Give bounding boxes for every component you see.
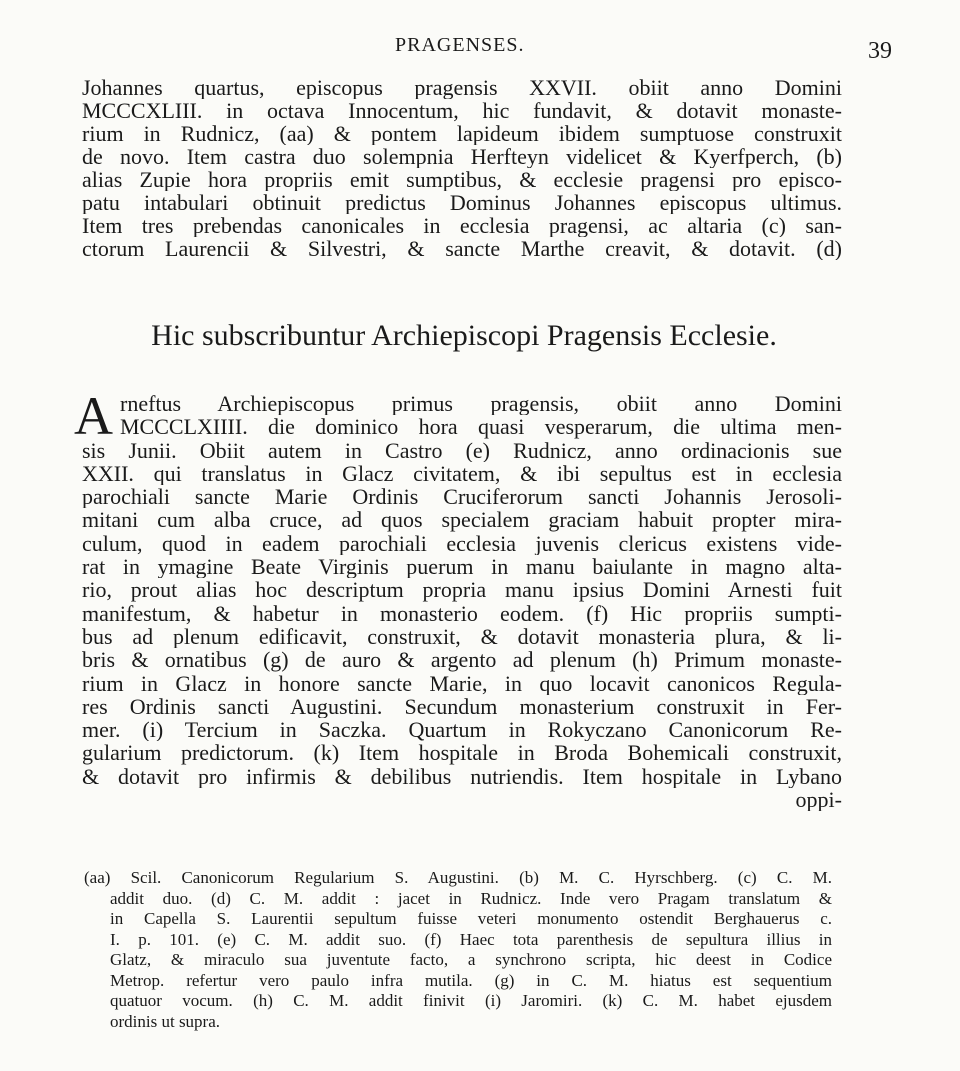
text-line: sis Junii. Obiit autem in Castro (e) Rudnicz, anno ordinacionis sue [82,438,842,462]
text-line: parochiali sancte Marie Ordinis Cruciferorum sancti Johannis Jerosoli- [82,485,842,509]
text-line: Johannes quartus, episcopus pragensis XXVII. obiit anno Domini [82,76,842,99]
text-line: Item tres prebendas canonicales in ecclesia pragensi, ac altaria (c) san- [82,214,842,237]
text-line: XXII. qui translatus in Glacz civitatem, & ibi sepultus est in ecclesia [82,461,842,486]
text-line: culum, quod in eadem parochiali ecclesia juvenis clericus existens vide- [82,531,842,556]
text-line: rat in ymagine Beate Virginis puerum in manu baiulante in magno alta- [82,555,842,579]
body-paragraph [82,392,842,811]
text-line: MCCCLXIIII. die dominico hora quasi vesperarum, die ultima men- [120,415,842,439]
text-line: rneftus Archiepiscopus primus pragensis, obiit anno Domini [120,392,842,416]
text-line: gularium predictorum. (k) Item hospitale in Broda Bohemicali construxit, [82,741,842,765]
footnote-line: addit duo. (d) C. M. addit : jacet in Rudnicz. Inde vero Pragam translatum & [110,888,832,908]
text-line: rium in Glacz in honore sancte Marie, in quo locavit canonicos Regula- [82,671,842,695]
drop-cap: A [74,386,113,446]
text-line: bris & ornatibus (g) de auro & argento ad plenum (h) Primum monaste- [82,648,842,672]
footnote-line: (aa) Scil. Canonicorum Regularium S. Augustini. (b) M. C. Hyrschberg. (c) C. M. [84,868,832,887]
page-number: 39 [868,38,892,64]
section-title: Hic subscribuntur Archiepiscopi Pragensis Ecclesie. [151,319,777,352]
text-line: manifestum, & habetur in monasterio eodem. (f) Hic propriis sumpti- [82,601,842,625]
intro-paragraph [82,76,842,260]
catchword: oppi- [795,788,842,812]
text-line: alias Zupie hora propriis emit sumptibus, & ecclesie pragensi pro episco- [82,168,842,191]
text-line: de novo. Item castra duo solempnia Herfteyn videlicet & Kyerfperch, (b) [82,145,842,168]
text-line: rium in Rudnicz, (aa) & pontem lapideum ibidem sumptuose construxit [82,122,842,145]
text-line: bus ad plenum edificavit, construxit, & dotavit monasteria plura, & li- [82,624,842,649]
footnote-line: Metrop. refertur vero paulo infra mutila. (g) in C. M. hiatus est sequentium [110,970,832,990]
running-head: PRAGENSES. [395,34,525,56]
footnotes [84,868,832,1032]
footnote-line: in Capella S. Laurentii sepultum fuisse veteri monumento ostendit Berghauerus c. [110,909,832,928]
text-line: mer. (i) Tercium in Saczka. Quartum in Rokyczano Canonicorum Re- [82,718,842,742]
text-line: mitani cum alba cruce, ad quos specialem graciam habuit propter mira- [82,508,842,532]
text-line: res Ordinis sancti Augustini. Secundum monasterium construxit in Fer- [82,694,842,719]
text-line: ctorum Laurencii & Silvestri, & sancte Marthe creavit, & dotavit. (d) [82,237,842,260]
footnote-line: quatuor vocum. (h) C. M. addit finivit (i) Jaromiri. (k) C. M. habet ejusdem [110,991,832,1010]
text-line: patu intabulari obtinuit predictus Dominus Johannes episcopus ultimus. [82,191,842,214]
footnote-line: ordinis ut supra. [110,1011,221,1031]
text-line: rio, prout alias hoc descriptum propria manu ipsius Domini Arnesti fuit [82,578,842,602]
text-line: MCCCXLIII. in octava Innocentum, hic fundavit, & dotavit monaste- [82,99,842,122]
footnote-line: I. p. 101. (e) C. M. addit suo. (f) Haec tota parenthesis de sepultura illius in [110,929,832,949]
text-line: & dotavit pro infirmis & debilibus nutriendis. Item hospitale in Lybano [82,764,842,789]
footnote-line: Glatz, & miraculo sua juventute facto, a synchrono scripta, hic deest in Codice [110,950,832,969]
